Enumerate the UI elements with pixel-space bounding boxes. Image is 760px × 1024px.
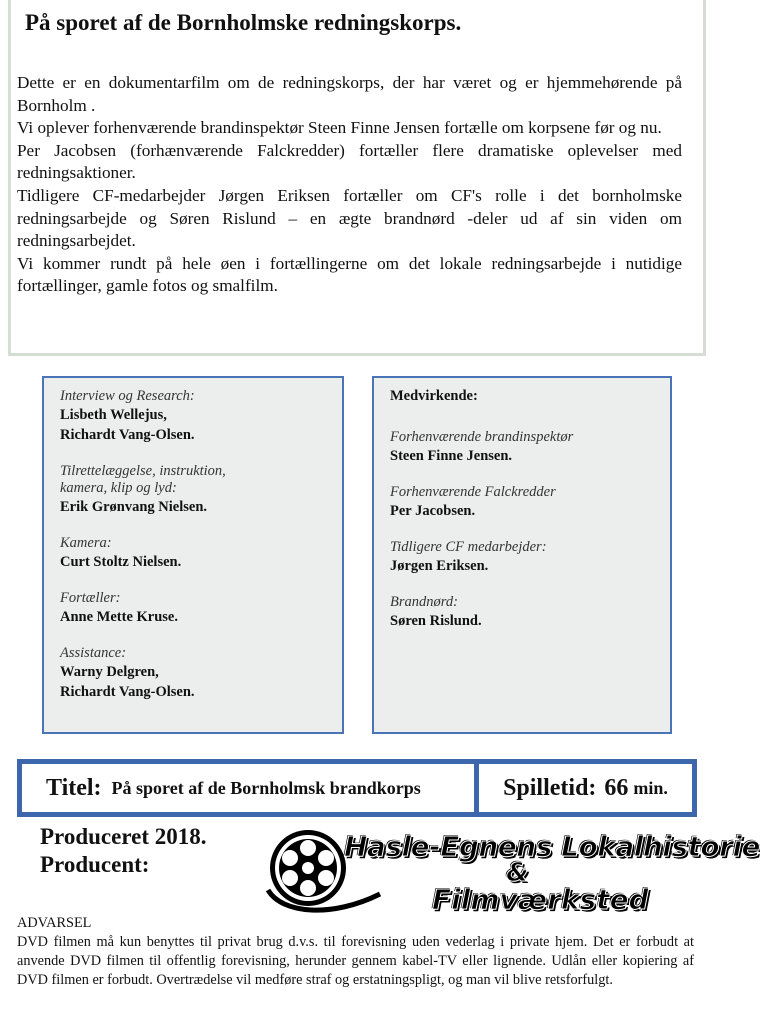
credit-name: Erik Grønvang Nielsen. [60, 499, 208, 515]
producer-label: Producent: [40, 852, 150, 877]
cast-entry [390, 539, 654, 576]
credit-role: Tilrettelæggelse, instruktion, kamera, klip og lyd: [60, 463, 226, 496]
cast-entry [390, 594, 654, 631]
title-label: Titel: [46, 774, 102, 801]
intro-text [17, 72, 682, 298]
intro-paragraph: Tidligere CF-medarbejder Jørgen Eriksen fortæller om CF's rolle i det bornholmske redningsarbejde og Søren Rislund – en ægte brandnørd -deler ud af sin viden om redningsarbejdet. [17, 185, 682, 251]
production-info [40, 823, 207, 879]
credit-role: Assistance: [60, 645, 127, 661]
credit-direction [60, 463, 326, 517]
intro-paragraph: Per Jacobsen (forhænværende Falckredder) fortæller flere dramatiske oplevelser med redningsaktioner. [17, 140, 682, 183]
credit-name: Curt Stoltz Nielsen. [60, 554, 182, 570]
intro-paragraph: Vi oplever forhenværende brandinspektør Steen Finne Jensen fortælle om korpsene før og nu. [17, 118, 662, 138]
cast-role: Forhenværende brandinspektør [390, 429, 574, 445]
credit-name: Warny Delgren, [60, 664, 159, 680]
credit-role: Kamera: [60, 535, 112, 551]
cast-role: Tidligere CF medarbejder: [390, 539, 547, 555]
cast-name: Søren Rislund. [390, 613, 482, 629]
film-title-cell [22, 764, 479, 812]
credit-name: Anne Mette Kruse. [60, 609, 178, 625]
cast-name: Per Jacobsen. [390, 503, 476, 519]
producer-logo [262, 826, 760, 924]
runtime-unit: min. [633, 777, 668, 798]
credit-role: Fortæller: [60, 590, 121, 606]
logo-ampersand: & [506, 858, 529, 888]
intro-paragraph: Dette er en dokumentarfilm om de redningskorps, der har været og er hjemmehørende på Bornholm . [17, 73, 682, 115]
cast-role: Brandnørd: [390, 594, 458, 610]
credit-role: Interview og Research: [60, 388, 195, 404]
cast-name: Jørgen Eriksen. [390, 558, 489, 574]
credit-name: Lisbeth Wellejus, [60, 407, 167, 423]
crew-panel [42, 376, 344, 734]
cast-role: Forhenværende Falckredder [390, 484, 556, 500]
logo-text-line2: Filmværksted [432, 883, 649, 916]
credit-interview [60, 388, 326, 445]
warning-section [17, 914, 694, 990]
warning-heading: ADVARSEL [17, 915, 92, 931]
runtime-cell [479, 764, 692, 812]
intro-paragraph: Vi kommer rundt på hele øen i fortællingerne om det lokale redningsarbejde i nutidige fortællinger, gamle fotos og smalfilm. [17, 253, 682, 296]
produced-year: Produceret 2018. [40, 824, 207, 849]
page-title: På sporet af de Bornholmske redningskorps. [25, 10, 462, 35]
credit-camera [60, 535, 326, 572]
title-bar [17, 759, 697, 817]
cast-name: Steen Finne Jensen. [390, 448, 513, 464]
warning-text: DVD filmen må kun benyttes til privat brug d.v.s. til forevisning uden vederlag i private hjem. Det er forbudt at anvende DVD filmen til offentlig forevisning, herunder gennem kabel-TV eller lignende. Udlån eller kopiering af DVD filmen er forbudt. Overtrædelse vil medføre straf og erstatningspligt, og man vil blive retsforfulgt. [17, 934, 694, 988]
logo-text-line1: Hasle-Egnens Lokalhistorie [344, 830, 760, 863]
runtime-value: 66 [604, 774, 629, 801]
cast-entry [390, 429, 654, 466]
cast-panel [372, 376, 672, 734]
runtime-label: Spilletid: [503, 774, 597, 801]
credit-name: Richardt Vang-Olsen. [60, 427, 195, 443]
film-title: På sporet af de Bornholmsk brandkorps [111, 777, 421, 798]
cast-heading: Medvirkende: [390, 388, 478, 404]
credit-name: Richardt Vang-Olsen. [60, 684, 195, 700]
credit-narrator [60, 590, 326, 627]
credit-assistance [60, 645, 326, 702]
cast-entry [390, 484, 654, 521]
